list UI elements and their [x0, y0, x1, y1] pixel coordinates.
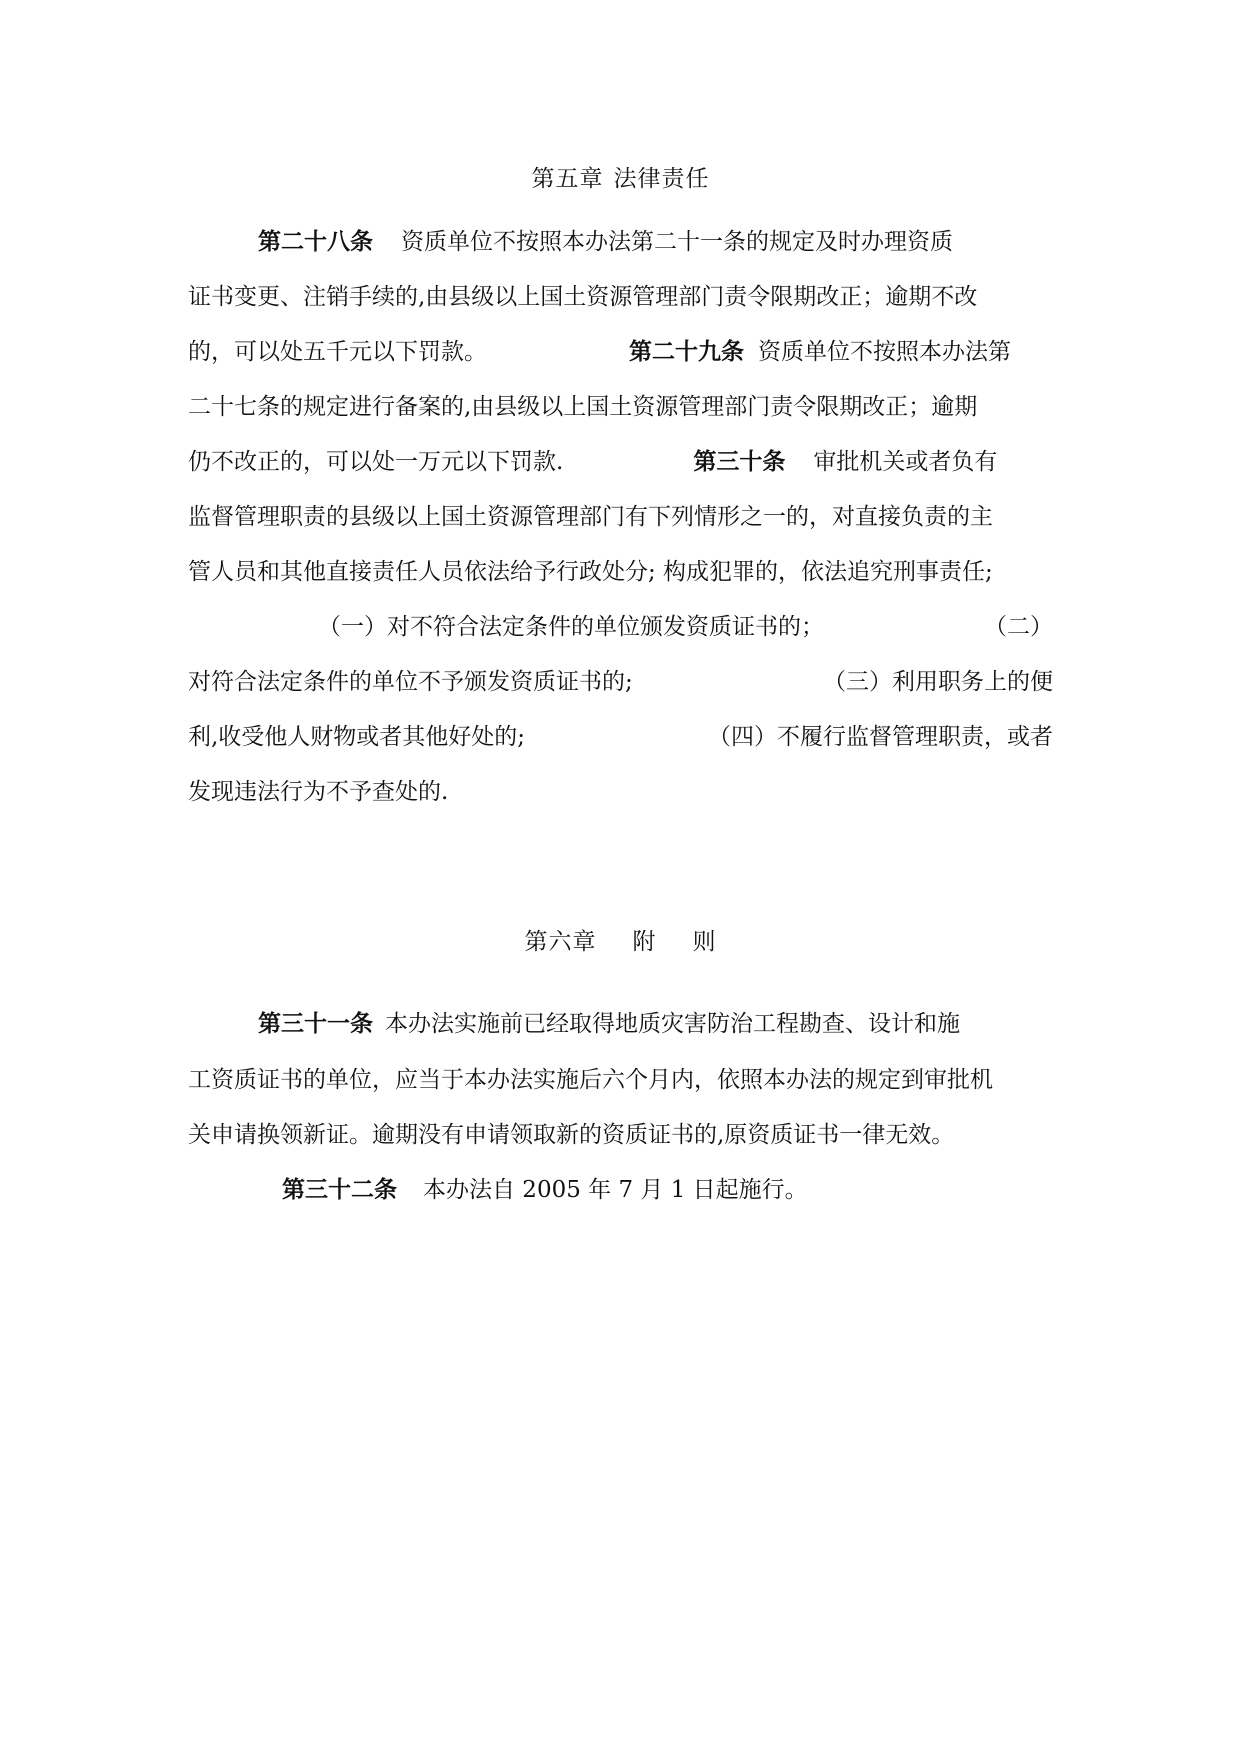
article-30-item-2-number: （二） [984, 614, 1053, 640]
article-30-items-line-4 [188, 772, 1053, 812]
article-32-text: 本办法自 2005 年 7 月 1 日起施行。 [423, 1177, 808, 1203]
article-30-item-3-part-2: 利,收受他人财物或者其他好处的; [188, 724, 526, 750]
article-30-line-3 [188, 552, 1053, 592]
chapter-5-title: 法律责任 [613, 166, 710, 192]
article-28-text-2: 证书变更、注销手续的,由县级以上国土资源管理部门责令限期改正；逾期不改 [188, 284, 978, 310]
article-32-line [188, 1170, 1053, 1210]
article-31-text-3: 关申请换领新证。逾期没有申请领取新的资质证书的,原资质证书一律无效。 [188, 1122, 955, 1148]
article-28-text-3: 的，可以处五千元以下罚款。 [188, 339, 487, 365]
article-30-item-4-part-1: （四）不履行监督管理职责，或者 [708, 724, 1053, 750]
chapter-6-number: 第六章 [524, 929, 597, 955]
article-28-text-1: 资质单位不按照本办法第二十一条的规定及时办理资质 [401, 229, 953, 255]
article-30-text-3: 管人员和其他直接责任人员依法给予行政处分; 构成犯罪的，依法追究刑事责任; [188, 559, 993, 585]
article-30-text-1: 审批机关或者负有 [813, 449, 998, 475]
article-29-text-3: 仍不改正的，可以处一万元以下罚款. [188, 449, 564, 475]
article-28-line-2 [188, 277, 1053, 317]
article-31-text-2: 工资质证书的单位，应当于本办法实施后六个月内，依照本办法的规定到审批机 [188, 1067, 993, 1093]
article-30-items-line-3 [188, 717, 1053, 757]
article-32-label: 第三十二条 [282, 1176, 397, 1203]
chapter-6-heading [188, 927, 1053, 957]
article-30-line-2 [188, 497, 1053, 537]
article-30-item-1: （一）对不符合法定条件的单位颁发资质证书的； [318, 614, 824, 640]
chapter-5-number: 第五章 [531, 166, 604, 192]
article-30-item-3-part-1: （三）利用职务上的便 [823, 669, 1053, 695]
article-31-label: 第三十一条 [258, 1010, 373, 1037]
article-28-29-line [188, 332, 1053, 372]
article-29-text-2: 二十七条的规定进行备案的,由县级以上国土资源管理部门责令限期改正；逾期 [188, 394, 978, 420]
chapter-5-heading [188, 164, 1053, 194]
article-29-label: 第二十九条 [629, 338, 744, 365]
article-31-text-1: 本办法实施前已经取得地质灾害防治工程勘查、设计和施 [385, 1011, 960, 1037]
article-31-line-2 [188, 1060, 1053, 1100]
article-30-items-line-2 [188, 662, 1053, 702]
article-30-label: 第三十条 [693, 448, 786, 475]
article-29-30-line [188, 442, 1053, 482]
chapter-6-title-part-2: 则 [692, 929, 717, 955]
article-31-line-1 [188, 1004, 1053, 1044]
article-29-text-1: 资质单位不按照本办法第 [758, 339, 1011, 365]
article-30-item-2-text: 对符合法定条件的单位不予颁发资质证书的; [188, 669, 633, 695]
article-30-items-line-1 [318, 607, 1053, 647]
article-29-line-2 [188, 387, 1053, 427]
chapter-6-title-part-1: 附 [632, 929, 657, 955]
article-28-label: 第二十八条 [258, 228, 373, 255]
article-30-text-2: 监督管理职责的县级以上国土资源管理部门有下列情形之一的，对直接负责的主 [188, 504, 993, 530]
article-28-line-1 [188, 222, 1053, 262]
article-31-line-3 [188, 1115, 1053, 1155]
article-30-item-4-part-2: 发现违法行为不予查处的. [188, 779, 449, 805]
